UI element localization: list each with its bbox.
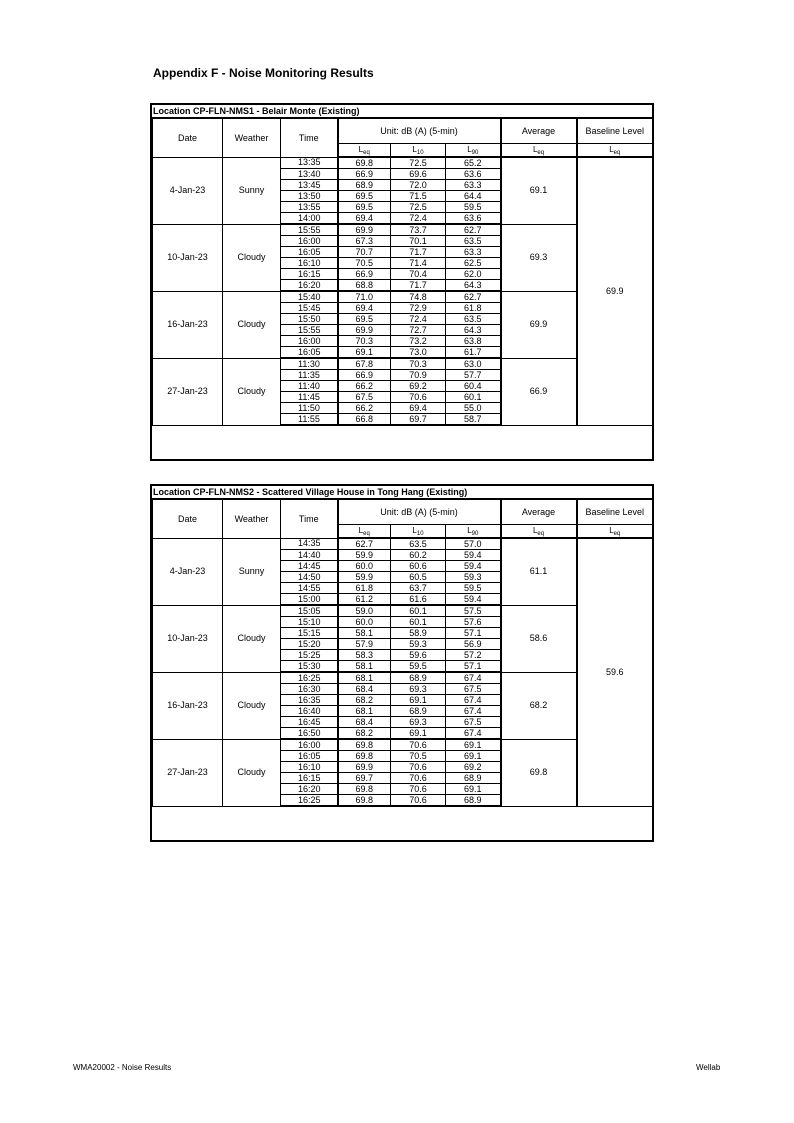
- l10-cell: 73.0: [391, 347, 446, 359]
- l90-cell: 56.9: [446, 639, 501, 650]
- symbol-l: L: [532, 525, 538, 535]
- date-cell: 10-Jan-23: [153, 224, 223, 291]
- header-row: [153, 500, 653, 525]
- l10-cell: 70.6: [391, 392, 446, 403]
- header-unit: Unit: dB (A) (5-min): [338, 500, 501, 525]
- noise-table-nms2: [150, 484, 654, 842]
- l10-cell: 59.3: [391, 639, 446, 650]
- l10-cell: 72.5: [391, 157, 446, 169]
- l90-cell: 60.4: [446, 381, 501, 392]
- l10-cell: 70.3: [391, 358, 446, 370]
- time-cell: 16:25: [281, 672, 338, 684]
- l10-cell: 70.6: [391, 795, 446, 807]
- leq-cell: 69.9: [338, 224, 391, 236]
- l90-cell: 62.0: [446, 269, 501, 280]
- l10-cell: 60.2: [391, 550, 446, 561]
- l90-cell: 67.5: [446, 684, 501, 695]
- leq-cell: 69.8: [338, 157, 391, 169]
- l90-cell: 63.0: [446, 358, 501, 370]
- time-cell: 15:00: [281, 594, 338, 606]
- l10-cell: 68.9: [391, 672, 446, 684]
- leq-cell: 69.4: [338, 213, 391, 225]
- leq-cell: 69.1: [338, 347, 391, 359]
- location-title: Location CP-FLN-NMS1 - Belair Monte (Existing): [152, 105, 652, 118]
- time-cell: 16:40: [281, 706, 338, 717]
- leq-cell: 67.5: [338, 392, 391, 403]
- leq-cell: 67.3: [338, 236, 391, 247]
- symbol-subscript: eq: [613, 149, 621, 156]
- leq-cell: 68.4: [338, 717, 391, 728]
- symbol-subscript: eq: [363, 149, 370, 156]
- leq-cell: 69.4: [338, 303, 391, 314]
- l90-cell: 57.7: [446, 370, 501, 381]
- time-cell: 15:15: [281, 628, 338, 639]
- leq-cell: 71.0: [338, 291, 391, 303]
- l90-cell: 67.4: [446, 672, 501, 684]
- time-cell: 16:05: [281, 247, 338, 258]
- l90-cell: 57.0: [446, 538, 501, 550]
- symbol-l: L: [412, 144, 417, 154]
- l90-cell: 60.1: [446, 392, 501, 403]
- time-cell: 15:50: [281, 314, 338, 325]
- time-cell: 13:45: [281, 180, 338, 191]
- leq-cell: 58.3: [338, 650, 391, 661]
- l90-cell: 67.4: [446, 706, 501, 717]
- symbol-subscript: 90: [471, 530, 479, 537]
- l90-cell: 57.6: [446, 617, 501, 628]
- symbol-l: L: [532, 144, 538, 154]
- leq-cell: 60.0: [338, 617, 391, 628]
- location-title: Location CP-FLN-NMS2 - Scattered Village House in Tong Hang (Existing): [152, 486, 652, 499]
- leq-cell: 61.2: [338, 594, 391, 606]
- header-baseline-leq: [577, 525, 653, 539]
- l10-cell: 70.6: [391, 784, 446, 795]
- symbol-subscript: eq: [363, 530, 370, 537]
- symbol-subscript: 10: [416, 530, 424, 537]
- average-cell: 69.9: [501, 291, 577, 358]
- header-weather: Weather: [223, 500, 281, 539]
- date-cell: 16-Jan-23: [153, 672, 223, 739]
- l90-cell: 63.8: [446, 336, 501, 347]
- header-date: Date: [153, 119, 223, 158]
- time-cell: 16:20: [281, 784, 338, 795]
- l10-cell: 70.6: [391, 739, 446, 751]
- time-cell: 11:45: [281, 392, 338, 403]
- time-cell: 13:50: [281, 191, 338, 202]
- l10-cell: 71.5: [391, 191, 446, 202]
- l10-cell: 71.7: [391, 247, 446, 258]
- date-cell: 27-Jan-23: [153, 739, 223, 806]
- leq-cell: 69.5: [338, 314, 391, 325]
- l10-cell: 63.5: [391, 538, 446, 550]
- leq-cell: 68.4: [338, 684, 391, 695]
- l10-cell: 71.4: [391, 258, 446, 269]
- leq-cell: 69.7: [338, 773, 391, 784]
- l10-cell: 69.3: [391, 684, 446, 695]
- symbol-l: L: [467, 525, 472, 535]
- l90-cell: 59.5: [446, 583, 501, 594]
- time-cell: 15:10: [281, 617, 338, 628]
- l90-cell: 69.2: [446, 762, 501, 773]
- leq-cell: 66.9: [338, 370, 391, 381]
- l90-cell: 65.2: [446, 157, 501, 169]
- header-average-leq: [501, 525, 577, 539]
- l10-cell: 70.9: [391, 370, 446, 381]
- l90-cell: 57.5: [446, 605, 501, 617]
- leq-cell: 68.8: [338, 280, 391, 292]
- header-average-leq: [501, 144, 577, 158]
- l90-cell: 63.6: [446, 213, 501, 225]
- l10-cell: 69.1: [391, 695, 446, 706]
- weather-cell: Cloudy: [223, 739, 281, 806]
- time-cell: 16:00: [281, 336, 338, 347]
- time-cell: 14:45: [281, 561, 338, 572]
- header-row: [153, 119, 653, 144]
- page-title: Appendix F - Noise Monitoring Results: [153, 66, 374, 80]
- time-cell: 15:05: [281, 605, 338, 617]
- time-cell: 11:30: [281, 358, 338, 370]
- l10-cell: 72.7: [391, 325, 446, 336]
- leq-cell: 69.9: [338, 325, 391, 336]
- l90-cell: 64.3: [446, 280, 501, 292]
- l90-cell: 64.3: [446, 325, 501, 336]
- header-unit: Unit: dB (A) (5-min): [338, 119, 501, 144]
- time-cell: 14:00: [281, 213, 338, 225]
- time-cell: 14:55: [281, 583, 338, 594]
- l90-cell: 59.4: [446, 561, 501, 572]
- date-cell: 4-Jan-23: [153, 538, 223, 605]
- l90-cell: 59.5: [446, 202, 501, 213]
- time-cell: 16:10: [281, 762, 338, 773]
- l90-cell: 64.4: [446, 191, 501, 202]
- average-cell: 69.8: [501, 739, 577, 806]
- l10-cell: 68.9: [391, 706, 446, 717]
- l90-cell: 61.7: [446, 347, 501, 359]
- l90-cell: 67.4: [446, 695, 501, 706]
- leq-cell: 69.8: [338, 784, 391, 795]
- l10-cell: 60.5: [391, 572, 446, 583]
- date-cell: 10-Jan-23: [153, 605, 223, 672]
- time-cell: 15:55: [281, 325, 338, 336]
- weather-cell: Cloudy: [223, 672, 281, 739]
- leq-cell: 57.9: [338, 639, 391, 650]
- footer-doc-ref: WMA20002 - Noise Results: [73, 1063, 172, 1072]
- time-cell: 16:10: [281, 258, 338, 269]
- l10-cell: 63.7: [391, 583, 446, 594]
- l10-cell: 69.6: [391, 169, 446, 180]
- l90-cell: 69.1: [446, 784, 501, 795]
- leq-cell: 69.8: [338, 795, 391, 807]
- l10-cell: 60.1: [391, 617, 446, 628]
- header-average: Average: [501, 500, 577, 525]
- average-cell: 58.6: [501, 605, 577, 672]
- leq-cell: 62.7: [338, 538, 391, 550]
- leq-cell: 70.7: [338, 247, 391, 258]
- symbol-l: L: [609, 525, 614, 535]
- weather-cell: Cloudy: [223, 358, 281, 425]
- l90-cell: 59.4: [446, 594, 501, 606]
- time-cell: 14:40: [281, 550, 338, 561]
- time-cell: 16:15: [281, 269, 338, 280]
- l10-cell: 70.6: [391, 773, 446, 784]
- l10-cell: 70.1: [391, 236, 446, 247]
- l90-cell: 63.5: [446, 236, 501, 247]
- leq-cell: 68.2: [338, 728, 391, 740]
- time-cell: 15:40: [281, 291, 338, 303]
- leq-cell: 66.2: [338, 403, 391, 414]
- time-cell: 15:25: [281, 650, 338, 661]
- leq-cell: 68.1: [338, 706, 391, 717]
- time-cell: 16:35: [281, 695, 338, 706]
- l10-cell: 71.7: [391, 280, 446, 292]
- time-cell: 16:30: [281, 684, 338, 695]
- symbol-subscript: 90: [471, 149, 479, 156]
- symbol-l: L: [609, 144, 614, 154]
- l10-cell: 70.6: [391, 762, 446, 773]
- l10-cell: 60.1: [391, 605, 446, 617]
- leq-cell: 69.5: [338, 202, 391, 213]
- weather-cell: Cloudy: [223, 291, 281, 358]
- weather-cell: Cloudy: [223, 605, 281, 672]
- header-average: Average: [501, 119, 577, 144]
- leq-cell: 68.2: [338, 695, 391, 706]
- leq-cell: 70.3: [338, 336, 391, 347]
- leq-cell: 66.2: [338, 381, 391, 392]
- time-cell: 16:20: [281, 280, 338, 292]
- time-cell: 14:35: [281, 538, 338, 550]
- leq-cell: 69.9: [338, 762, 391, 773]
- header-baseline: Baseline Level: [577, 119, 653, 144]
- l90-cell: 58.7: [446, 414, 501, 426]
- leq-cell: 69.8: [338, 751, 391, 762]
- average-cell: 66.9: [501, 358, 577, 425]
- time-cell: 16:00: [281, 739, 338, 751]
- leq-cell: 61.8: [338, 583, 391, 594]
- l10-cell: 61.6: [391, 594, 446, 606]
- l90-cell: 62.5: [446, 258, 501, 269]
- time-cell: 16:05: [281, 347, 338, 359]
- header-baseline: Baseline Level: [577, 500, 653, 525]
- l90-cell: 68.9: [446, 795, 501, 807]
- header-l90: [446, 144, 501, 158]
- time-cell: 16:15: [281, 773, 338, 784]
- symbol-subscript: eq: [537, 149, 545, 156]
- leq-cell: 67.8: [338, 358, 391, 370]
- leq-cell: 70.5: [338, 258, 391, 269]
- l10-cell: 73.2: [391, 336, 446, 347]
- time-cell: 11:50: [281, 403, 338, 414]
- leq-cell: 69.8: [338, 739, 391, 751]
- time-cell: 16:50: [281, 728, 338, 740]
- time-cell: 15:20: [281, 639, 338, 650]
- header-l90: [446, 525, 501, 539]
- time-cell: 14:50: [281, 572, 338, 583]
- weather-cell: Sunny: [223, 538, 281, 605]
- time-cell: 15:45: [281, 303, 338, 314]
- l90-cell: 61.8: [446, 303, 501, 314]
- time-cell: 11:55: [281, 414, 338, 426]
- time-cell: 15:30: [281, 661, 338, 673]
- results-grid: [152, 118, 653, 426]
- l10-cell: 69.1: [391, 728, 446, 740]
- results-grid: [152, 499, 653, 807]
- l90-cell: 68.9: [446, 773, 501, 784]
- leq-cell: 66.8: [338, 414, 391, 426]
- symbol-l: L: [358, 144, 364, 154]
- leq-cell: 66.9: [338, 269, 391, 280]
- l90-cell: 69.1: [446, 751, 501, 762]
- l10-cell: 74.8: [391, 291, 446, 303]
- table-row: [153, 157, 653, 169]
- l10-cell: 72.4: [391, 314, 446, 325]
- time-cell: 13:35: [281, 157, 338, 169]
- l90-cell: 57.1: [446, 628, 501, 639]
- l10-cell: 73.7: [391, 224, 446, 236]
- header-leq: [338, 144, 391, 158]
- leq-cell: 68.1: [338, 672, 391, 684]
- date-cell: 4-Jan-23: [153, 157, 223, 224]
- date-cell: 27-Jan-23: [153, 358, 223, 425]
- time-cell: 11:40: [281, 381, 338, 392]
- time-cell: 16:05: [281, 751, 338, 762]
- l90-cell: 62.7: [446, 291, 501, 303]
- l90-cell: 63.6: [446, 169, 501, 180]
- l10-cell: 58.9: [391, 628, 446, 639]
- header-date: Date: [153, 500, 223, 539]
- header-leq: [338, 525, 391, 539]
- leq-cell: 58.1: [338, 628, 391, 639]
- time-cell: 11:35: [281, 370, 338, 381]
- time-cell: 16:45: [281, 717, 338, 728]
- leq-cell: 68.9: [338, 180, 391, 191]
- symbol-subscript: eq: [537, 530, 545, 537]
- average-cell: 61.1: [501, 538, 577, 605]
- l90-cell: 62.7: [446, 224, 501, 236]
- weather-cell: Sunny: [223, 157, 281, 224]
- symbol-subscript: 10: [416, 149, 424, 156]
- header-time: Time: [281, 119, 338, 158]
- symbol-l: L: [412, 525, 417, 535]
- l90-cell: 63.3: [446, 180, 501, 191]
- time-cell: 16:00: [281, 236, 338, 247]
- l90-cell: 55.0: [446, 403, 501, 414]
- time-cell: 16:25: [281, 795, 338, 807]
- time-cell: 13:55: [281, 202, 338, 213]
- time-cell: 15:55: [281, 224, 338, 236]
- baseline-cell: 69.9: [577, 157, 653, 425]
- leq-cell: 59.0: [338, 605, 391, 617]
- weather-cell: Cloudy: [223, 224, 281, 291]
- l90-cell: 69.1: [446, 739, 501, 751]
- l10-cell: 69.3: [391, 717, 446, 728]
- header-l10: [391, 144, 446, 158]
- l90-cell: 67.4: [446, 728, 501, 740]
- l10-cell: 69.2: [391, 381, 446, 392]
- l10-cell: 70.4: [391, 269, 446, 280]
- average-cell: 69.1: [501, 157, 577, 224]
- leq-cell: 60.0: [338, 561, 391, 572]
- symbol-subscript: eq: [613, 530, 621, 537]
- l10-cell: 72.0: [391, 180, 446, 191]
- leq-cell: 59.9: [338, 550, 391, 561]
- average-cell: 68.2: [501, 672, 577, 739]
- l10-cell: 69.4: [391, 403, 446, 414]
- baseline-cell: 59.6: [577, 538, 653, 806]
- header-l10: [391, 525, 446, 539]
- l90-cell: 57.2: [446, 650, 501, 661]
- l10-cell: 59.5: [391, 661, 446, 673]
- header-weather: Weather: [223, 119, 281, 158]
- l10-cell: 60.6: [391, 561, 446, 572]
- l10-cell: 70.5: [391, 751, 446, 762]
- leq-cell: 69.5: [338, 191, 391, 202]
- footer-company: Wellab: [696, 1063, 721, 1072]
- noise-table-nms1: [150, 103, 654, 461]
- leq-cell: 66.9: [338, 169, 391, 180]
- time-cell: 13:40: [281, 169, 338, 180]
- table-row: [153, 538, 653, 550]
- header-baseline-leq: [577, 144, 653, 158]
- symbol-l: L: [358, 525, 364, 535]
- l10-cell: 59.6: [391, 650, 446, 661]
- l10-cell: 72.9: [391, 303, 446, 314]
- l90-cell: 59.4: [446, 550, 501, 561]
- l10-cell: 72.4: [391, 213, 446, 225]
- average-cell: 69.3: [501, 224, 577, 291]
- date-cell: 16-Jan-23: [153, 291, 223, 358]
- l90-cell: 63.5: [446, 314, 501, 325]
- l90-cell: 63.3: [446, 247, 501, 258]
- header-time: Time: [281, 500, 338, 539]
- l10-cell: 72.5: [391, 202, 446, 213]
- l90-cell: 67.5: [446, 717, 501, 728]
- l90-cell: 59.3: [446, 572, 501, 583]
- symbol-l: L: [467, 144, 472, 154]
- l10-cell: 69.7: [391, 414, 446, 426]
- l90-cell: 57.1: [446, 661, 501, 673]
- leq-cell: 59.9: [338, 572, 391, 583]
- leq-cell: 58.1: [338, 661, 391, 673]
